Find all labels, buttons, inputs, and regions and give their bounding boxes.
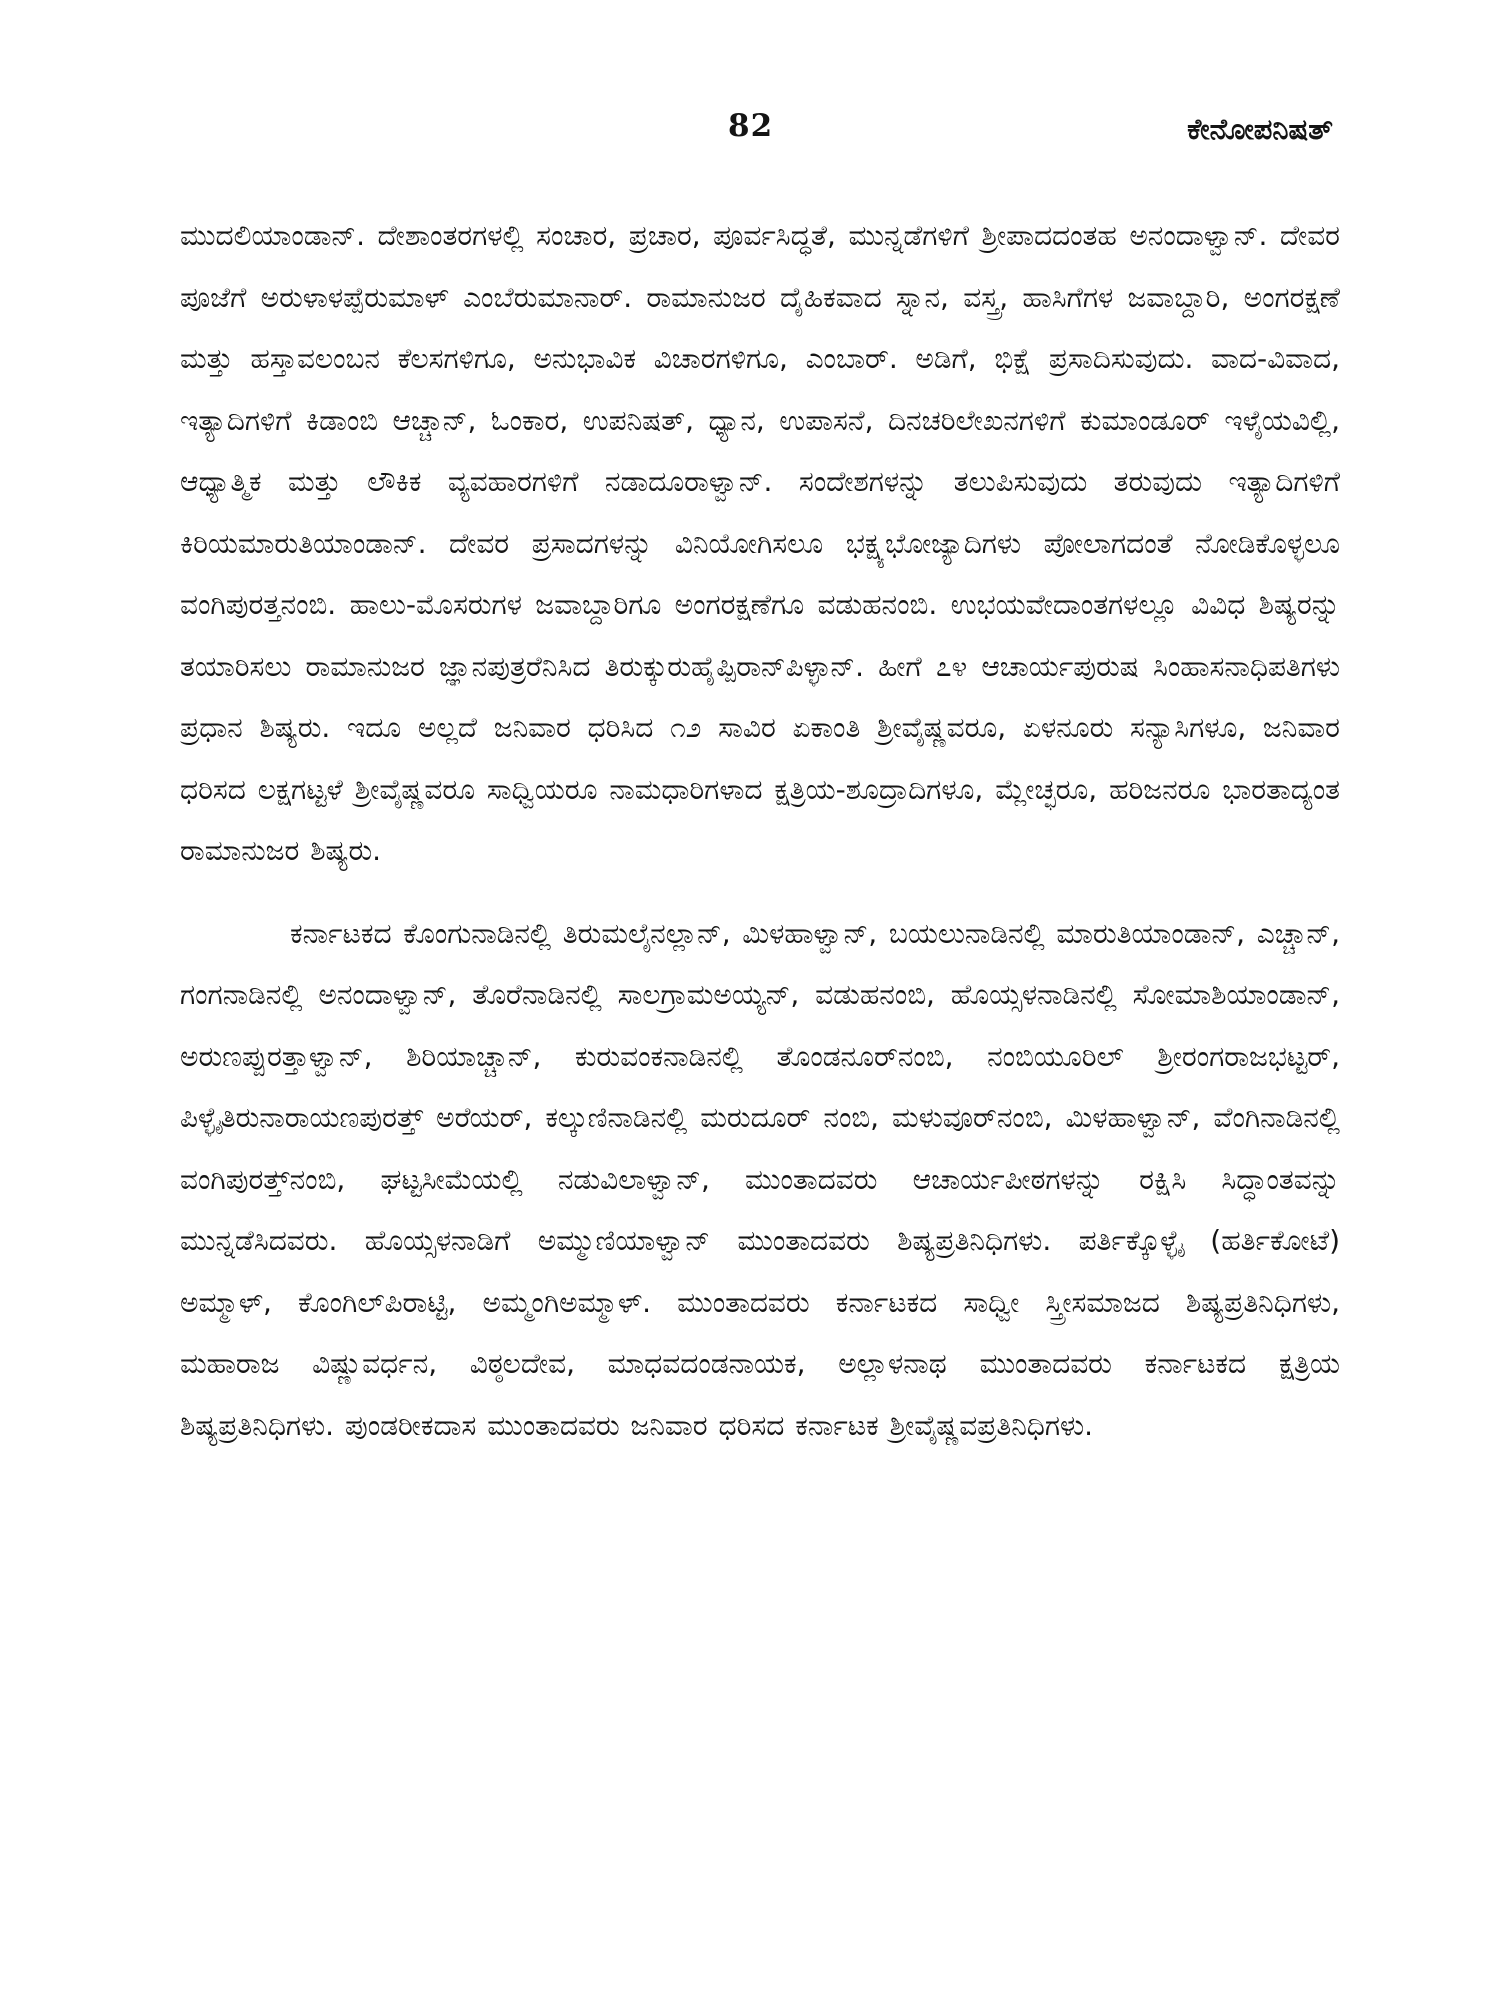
page-number: 82: [728, 108, 774, 144]
body-text: [180, 205, 1340, 1456]
paragraph-1: ಮುದಲಿಯಾಂಡಾನ್. ದೇಶಾಂತರಗಳಲ್ಲಿ ಸಂಚಾರ, ಪ್ರಚಾರ, ಪೂರ್ವಸಿದ್ಧತೆ, ಮುನ್ನಡೆಗಳಿಗೆ ಶ್ರೀಪಾದದಂತಹ ಅನಂದಾಳ್ವಾನ್. ದೇವರ ಪೂಜೆಗೆ ಅರುಳಾಳಪ್ಪೆರುಮಾಳ್ ಎಂಬೆರುಮಾನಾರ್. ರಾಮಾನುಜರ ದೈಹಿಕವಾದ ಸ್ನಾನ, ವಸ್ತ್ರ, ಹಾಸಿಗೆಗಳ ಜವಾಬ್ದಾರಿ, ಅಂಗರಕ್ಷಣೆ ಮತ್ತು ಹಸ್ತಾವಲಂಬನ ಕೆಲಸಗಳಿಗೂ, ಅನುಭಾವಿಕ ವಿಚಾರಗಳಿಗೂ, ಎಂಬಾರ್. ಅಡಿಗೆ, ಭಿಕ್ಷೆ ಪ್ರಸಾದಿಸುವುದು. ವಾದ-ವಿವಾದ, ಇತ್ಯಾದಿಗಳಿಗೆ ಕಿಡಾಂಬಿ ಆಚ್ಚಾನ್, ಓಂಕಾರ, ಉಪನಿಷತ್, ಧ್ಯಾನ, ಉಪಾಸನೆ, ದಿನಚರಿಲೇಖನಗಳಿಗೆ ಕುಮಾಂಡೂರ್ ಇಳೈಯವಿಲ್ಲಿ, ಆಧ್ಯಾತ್ಮಿಕ ಮತ್ತು ಲೌಕಿಕ ವ್ಯವಹಾರಗಳಿಗೆ ನಡಾದೂರಾಳ್ವಾನ್. ಸಂದೇಶಗಳನ್ನು ತಲುಪಿಸುವುದು ತರುವುದು ಇತ್ಯಾದಿಗಳಿಗೆ ಕಿರಿಯಮಾರುತಿಯಾಂಡಾನ್. ದೇವರ ಪ್ರಸಾದಗಳನ್ನು ವಿನಿಯೋಗಿಸಲೂ ಭಕ್ಷ್ಯಭೋಜ್ಯಾದಿಗಳು ಪೋಲಾಗದಂತೆ ನೋಡಿಕೊಳ್ಳಲೂ ವಂಗಿಪುರತ್ತನಂಬಿ. ಹಾಲು-ಮೊಸರುಗಳ ಜವಾಬ್ದಾರಿಗೂ ಅಂಗರಕ್ಷಣೆಗೂ ವಡುಹನಂಬಿ. ಉಭಯವೇದಾಂತಗಳಲ್ಲೂ ವಿವಿಧ ಶಿಷ್ಯರನ್ನು ತಯಾರಿಸಲು ರಾಮಾನುಜರ ಜ್ಞಾನಪುತ್ರರೆನಿಸಿದ ತಿರುಕ್ಕುರುಹೈಪ್ಪಿರಾನ್‌ಪಿಳ್ಳಾನ್. ಹೀಗೆ ೭೪ ಆಚಾರ್ಯಪುರುಷ ಸಿಂಹಾಸನಾಧಿಪತಿಗಳು ಪ್ರಧಾನ ಶಿಷ್ಯರು. ಇದೂ ಅಲ್ಲದೆ ಜನಿವಾರ ಧರಿಸಿದ ೧೨ ಸಾವಿರ ಏಕಾಂತಿ ಶ್ರೀವೈಷ್ಣವರೂ, ಏಳನೂರು ಸನ್ಯಾಸಿಗಳೂ, ಜನಿವಾರ ಧರಿಸದ ಲಕ್ಷಗಟ್ಟಳೆ ಶ್ರೀವೈಷ್ಣವರೂ ಸಾಧ್ವಿಯರೂ ನಾಮಧಾರಿಗಳಾದ ಕ್ಷತ್ರಿಯ-ಶೂದ್ರಾದಿಗಳೂ, ಮ್ಲೇಚ್ಛರೂ, ಹರಿಜನರೂ ಭಾರತಾದ್ಯಂತ ರಾಮಾನುಜರ ಶಿಷ್ಯರು.: [180, 219, 1340, 867]
running-title: ಕೇನೋಪನಿಷತ್: [1187, 112, 1333, 146]
paragraph-2: ಕರ್ನಾಟಕದ ಕೊಂಗುನಾಡಿನಲ್ಲಿ ತಿರುಮಲೈನಲ್ಲಾನ್, ಮಿಳಹಾಳ್ವಾನ್, ಬಯಲುನಾಡಿನಲ್ಲಿ ಮಾರುತಿಯಾಂಡಾನ್, ಎಚ್ಚಾನ್, ಗಂಗನಾಡಿನಲ್ಲಿ ಅನಂದಾಳ್ವಾನ್, ತೊರೆನಾಡಿನಲ್ಲಿ ಸಾಲಗ್ರಾಮಅಯ್ಯನ್, ವಡುಹನಂಬಿ, ಹೊಯ್ಸಳನಾಡಿನಲ್ಲಿ ಸೋಮಾಶಿಯಾಂಡಾನ್, ಅರುಣಪ್ಪುರತ್ತಾಳ್ವಾನ್, ಶಿರಿಯಾಚ್ಚಾನ್, ಕುರುವಂಕನಾಡಿನಲ್ಲಿ ತೊಂಡನೂರ್‌ನಂಬಿ, ನಂಬಿಯೂರಿಲ್ ಶ್ರೀರಂಗರಾಜಭಟ್ಟರ್, ಪಿಳ್ಳೈತಿರುನಾರಾಯಣಪುರತ್ತ್ ಅರೆಯರ್, ಕಲ್ಕುಣಿನಾಡಿನಲ್ಲಿ ಮರುದೂರ್ ನಂಬಿ, ಮಳುವೂರ್‌ನಂಬಿ, ಮಿಳಹಾಳ್ವಾನ್, ವೆಂಗಿನಾಡಿನಲ್ಲಿ ವಂಗಿಪುರತ್ತ್‌ನಂಬಿ, ಘಟ್ಟಸೀಮೆಯಲ್ಲಿ ನಡುವಿಲಾಳ್ವಾನ್, ಮುಂತಾದವರು ಆಚಾರ್ಯಪೀಠಗಳನ್ನು ರಕ್ಷಿಸಿ ಸಿದ್ಧಾಂತವನ್ನು ಮುನ್ನಡೆಸಿದವರು. ಹೊಯ್ಸಳನಾಡಿಗೆ ಅಮ್ಮುಣಿಯಾಳ್ವಾನ್ ಮುಂತಾದವರು ಶಿಷ್ಯಪ್ರತಿನಿಧಿಗಳು. ಪರ್ತಿಕ್ಕೊಳ್ಳೈ (ಹರ್ತಿಕೋಟೆ) ಅಮ್ಮಾಳ್, ಕೊಂಗಿಲ್‌ಪಿರಾಟ್ಟಿ, ಅಮ್ಮಂಗಿಅಮ್ಮಾಳ್. ಮುಂತಾದವರು ಕರ್ನಾಟಕದ ಸಾಧ್ವೀ ಸ್ತ್ರೀಸಮಾಜದ ಶಿಷ್ಯಪ್ರತಿನಿಧಿಗಳು, ಮಹಾರಾಜ ವಿಷ್ಣುವರ್ಧನ, ವಿಠ್ಠಲದೇವ, ಮಾಧವದಂಡನಾಯಕ, ಅಲ್ಲಾಳನಾಥ ಮುಂತಾದವರು ಕರ್ನಾಟಕದ ಕ್ಷತ್ರಿಯ ಶಿಷ್ಯಪ್ರತಿನಿಧಿಗಳು. ಪುಂಡರೀಕದಾಸ ಮುಂತಾದವರು ಜನಿವಾರ ಧರಿಸದ ಕರ್ನಾಟಕ ಶ್ರೀವೈಷ್ಣವಪ್ರತಿನಿಧಿಗಳು.: [180, 916, 1340, 1442]
